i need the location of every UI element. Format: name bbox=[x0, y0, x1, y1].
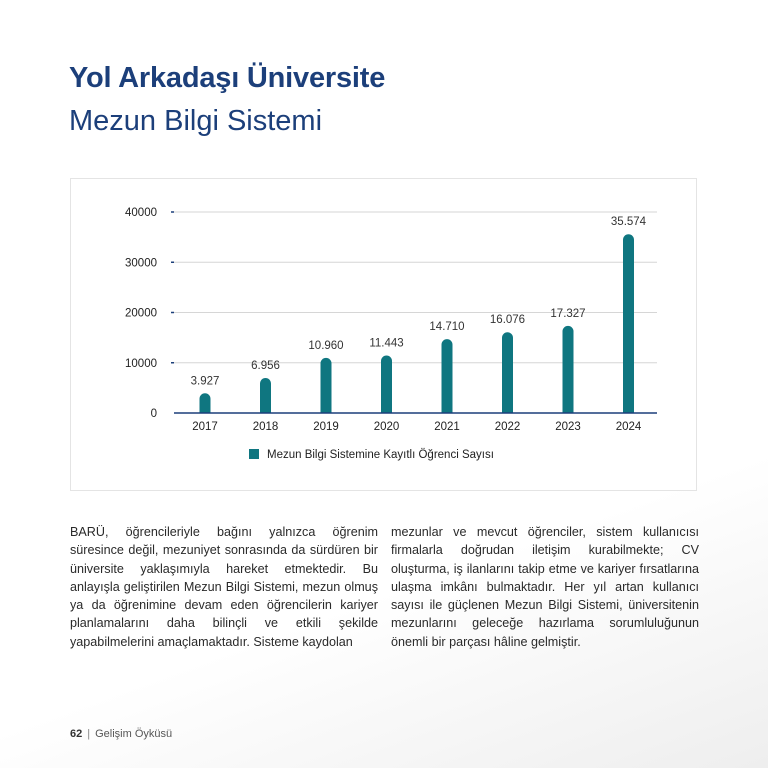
bar-chart-panel bbox=[70, 178, 697, 491]
bar bbox=[381, 355, 392, 413]
bar-value-label: 6.956 bbox=[251, 360, 280, 373]
bar-value-label: 17.327 bbox=[550, 307, 586, 320]
x-tick-label: 2017 bbox=[192, 421, 218, 433]
bar bbox=[200, 393, 211, 413]
y-tick-label: 40000 bbox=[125, 207, 157, 219]
page-number: 62 bbox=[70, 728, 83, 740]
bar-value-label: 16.076 bbox=[489, 314, 526, 327]
x-tick-label: 2018 bbox=[252, 421, 279, 433]
x-tick-label: 2019 bbox=[313, 421, 339, 433]
legend-swatch bbox=[249, 449, 259, 459]
legend-label: Mezun Bilgi Sistemine Kayıtlı Öğrenci Sayısı bbox=[267, 449, 494, 461]
bar bbox=[502, 332, 513, 413]
x-tick-label: 2020 bbox=[373, 421, 400, 433]
y-tick-label: 10000 bbox=[125, 357, 157, 370]
body-paragraph-left: BARÜ, öğrencileriyle bağını yalnızca öğrenim süresince değil, mezuniyet sonrasında da sürdüren bir üniversite yaklaşımıyla hareket etmektedir. Bu anlayışla geliştirilen Mezun Bilgi Sistemi, mezun olmuş ya da öğrenimine devam eden öğrencilerin kariyer planlamalarını daha bilinçli ve etkili şekilde yapabilmelerini amaçlamaktadır. Sisteme kaydolan bbox=[70, 525, 378, 649]
bar-value-label: 3.927 bbox=[190, 375, 220, 388]
bar-chart bbox=[71, 179, 698, 492]
page-subtitle: Mezun Bilgi Sistemi bbox=[69, 105, 323, 137]
bar-value-label: 11.443 bbox=[369, 337, 404, 350]
y-tick-label: 30000 bbox=[125, 257, 157, 270]
bar-value-label: 14.710 bbox=[429, 321, 465, 334]
footer-section-name: Gelişim Öyküsü bbox=[95, 728, 173, 740]
x-tick-label: 2023 bbox=[555, 421, 581, 433]
bar-value-label: 35.574 bbox=[610, 216, 647, 229]
x-tick-label: 2024 bbox=[615, 421, 642, 433]
page-footer bbox=[70, 728, 172, 740]
bar bbox=[442, 339, 453, 413]
page-title: Yol Arkadaşı Üniversite bbox=[69, 62, 386, 94]
bar-value-label: 10.960 bbox=[308, 339, 344, 352]
x-tick-label: 2022 bbox=[494, 421, 521, 433]
y-tick-label: 0 bbox=[150, 408, 157, 420]
footer-separator: | bbox=[87, 728, 91, 740]
bar bbox=[260, 378, 271, 413]
body-paragraph-right: mezunlar ve mevcut öğrenciler, sistem kullanıcısı firmalarla doğrudan iletişim kurabilmekte; CV oluşturma, iş ilanlarını takip etme ve kariyer fırsatlarına ulaşma imkânı bulmaktadır. Her yıl artan kullanıcı sayısı ile güçlenen Mezun Bilgi Sistemi, üniversitenin mezunlarını geleceğe hazırlama sorumluluğunun önemli bir parçası hâline gelmiştir. bbox=[391, 525, 699, 649]
bar bbox=[623, 234, 634, 413]
x-tick-label: 2021 bbox=[434, 421, 460, 433]
bar bbox=[563, 326, 574, 413]
bar bbox=[321, 358, 332, 413]
y-tick-label: 20000 bbox=[125, 307, 157, 320]
